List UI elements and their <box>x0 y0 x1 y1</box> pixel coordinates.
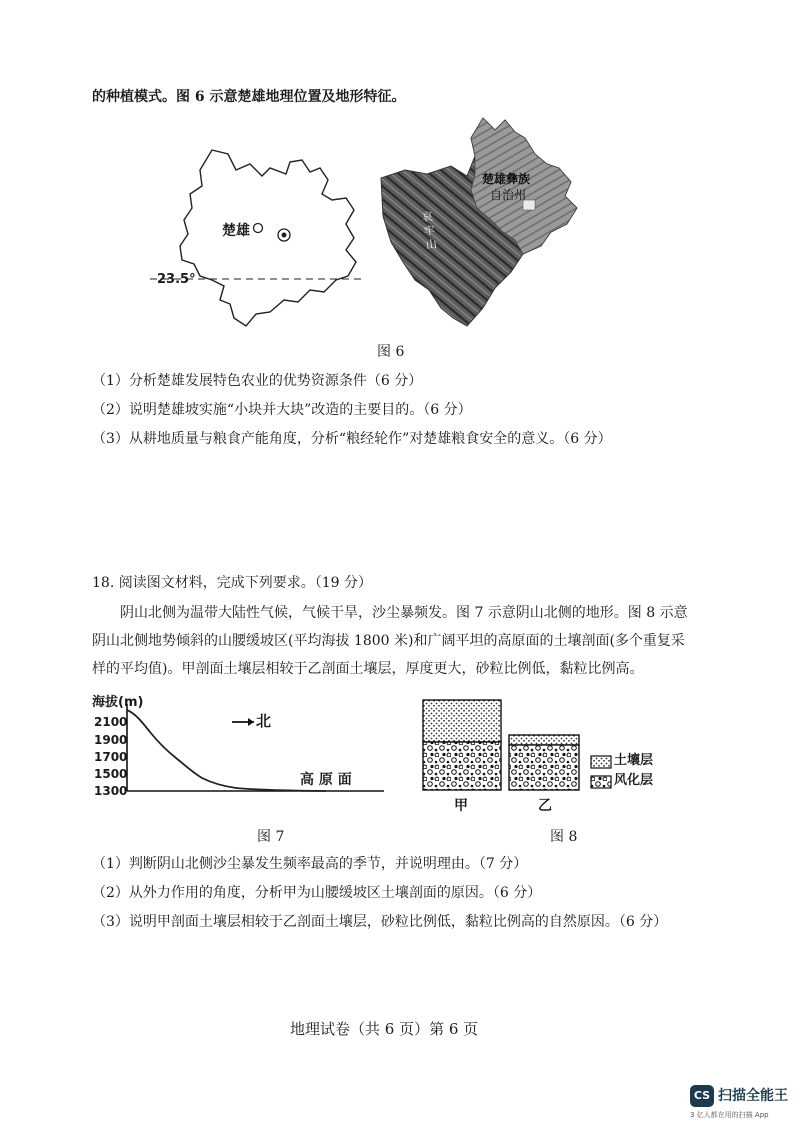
q18-item-1: （1）判断阴山北侧沙尘暴发生频率最高的季节，并说明理由。（7 分） <box>92 856 528 872</box>
terrain-profile-line <box>127 710 326 791</box>
q17-item-3: （3）从耕地质量与粮食产能角度，分析“粮经轮作”对楚雄粮食安全的意义。（6 分） <box>92 431 612 447</box>
q18-item-2: （2）从外力作用的角度，分析甲为山腰缓坡区土壤剖面的原因。（6 分） <box>92 885 542 901</box>
figure7-caption: 图 7 <box>257 829 285 845</box>
q18-para-line-3: 样的平均值)。甲剖面土壤层相较于乙剖面土壤层，厚度更大，砂粒比例低，黏粒比例高。 <box>92 661 644 677</box>
scanner-logo: CS <box>690 1085 714 1107</box>
legend-soil-swatch <box>591 756 611 768</box>
city-label: 楚雄 <box>222 223 250 239</box>
profile-a-soil-layer <box>423 700 501 742</box>
figure7-tick-1300: 1300 <box>94 784 128 798</box>
chuxiong-marker <box>254 224 263 233</box>
q17-item-2: （2）说明楚雄坡实施“小块并大块”改造的主要目的。（6 分） <box>92 402 472 418</box>
mountain-label: 哀牢山 <box>421 209 438 252</box>
figure7-tick-2100: 2100 <box>94 715 128 729</box>
scanner-subtitle: 3 亿人都在用的扫描 App <box>690 1111 769 1119</box>
q17-item-1: （1）分析楚雄发展特色农业的优势资源条件（6 分） <box>92 373 423 389</box>
plateau-label: 高 原 面 <box>300 772 352 788</box>
figure6-outline-map <box>150 140 380 340</box>
figure6-caption: 图 6 <box>377 344 405 360</box>
latitude-label: 23.5° <box>157 272 196 287</box>
figure7-tick-1900: 1900 <box>94 733 128 747</box>
profile-b-label: 乙 <box>538 798 552 814</box>
figure6-terrain-map <box>375 112 590 332</box>
figure7-ylabel: 海拔(m) <box>92 695 144 710</box>
figure7-tick-1500: 1500 <box>94 767 128 781</box>
legend-soil-label: 土壤层 <box>614 753 654 768</box>
profile-b-weathered-layer <box>509 745 579 790</box>
q18-item-3: （3）说明甲剖面土壤层相较于乙剖面土壤层，砂粒比例低，黏粒比例高的自然原因。（6 分） <box>92 914 668 930</box>
north-label: 北 <box>256 712 272 730</box>
scanner-title: 扫描全能王 <box>718 1088 788 1104</box>
profile-a-label: 甲 <box>454 798 468 814</box>
region-label-line2: 自治州 <box>490 188 527 202</box>
figure8-caption: 图 8 <box>550 829 578 845</box>
legend-weathered-label: 风化层 <box>614 773 654 788</box>
profile-b-soil-layer <box>509 735 579 745</box>
profile-a-weathered-layer <box>423 742 501 790</box>
q18-heading: 18. 阅读图文材料，完成下列要求。（19 分） <box>92 575 372 591</box>
q18-para-line-1: 阴山北侧为温带大陆性气候，气候干旱，沙尘暴频发。图 7 示意阴山北侧的地形。图 8 示意 <box>120 605 688 621</box>
legend-weathered-swatch <box>591 776 611 788</box>
q18-para-line-2: 阴山北侧地势倾斜的山腰缓坡区(平均海拔 1800 米)和广阔平坦的高原面的土壤剖面(多个重复采 <box>92 633 685 649</box>
figure7-tick-1700: 1700 <box>94 750 128 764</box>
region-label-line1: 楚雄彝族 <box>482 172 531 186</box>
page-footer: 地理试卷（共 6 页）第 6 页 <box>290 1020 479 1038</box>
intro-line: 的种植模式。图 6 示意楚雄地理位置及地形特征。 <box>92 89 406 105</box>
